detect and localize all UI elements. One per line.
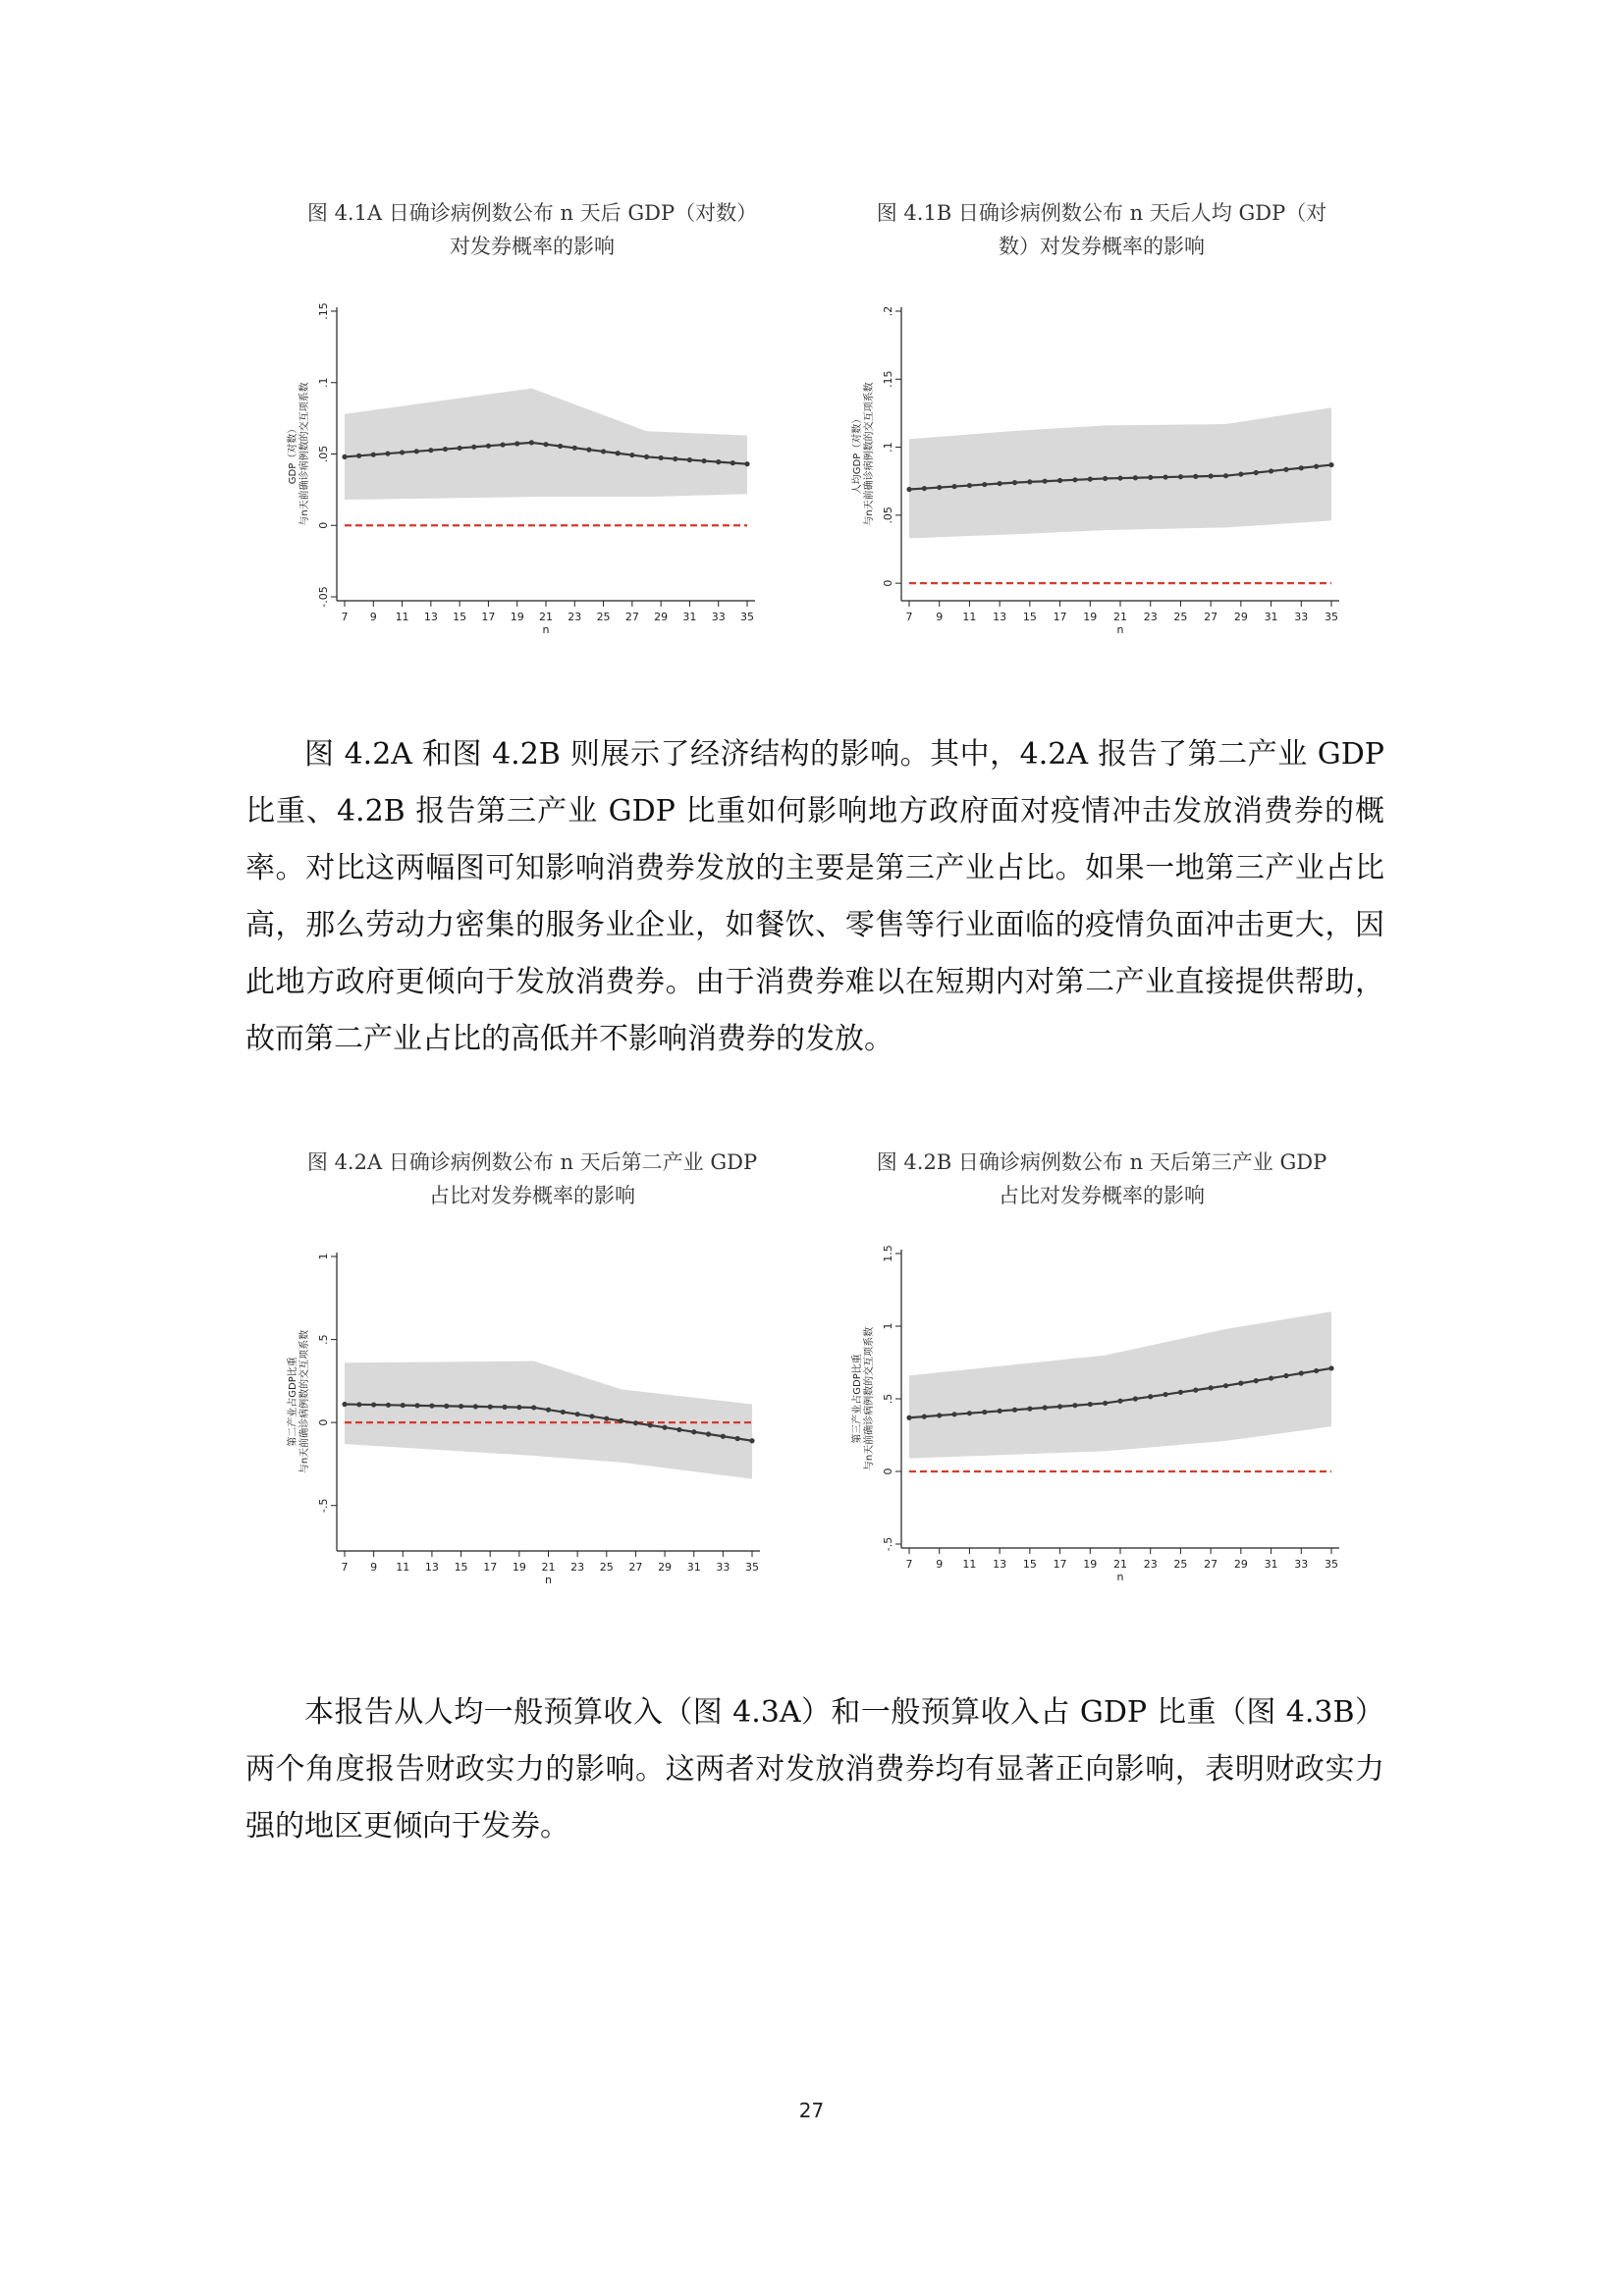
data-point-n8 [356, 454, 361, 458]
x-tick-label: 33 [1294, 611, 1309, 623]
x-axis-label: n [1116, 1571, 1124, 1583]
data-point-n20 [1103, 1401, 1108, 1406]
y-axis-label-line-2: 与n天前确诊病例数的交互项系数 [864, 382, 875, 526]
x-tick-label: 13 [993, 1558, 1007, 1571]
data-point-n33 [716, 459, 721, 464]
data-point-n25 [601, 449, 606, 454]
data-point-n16 [473, 1404, 478, 1409]
data-point-n30 [676, 1427, 681, 1432]
y-axis-label-line-1: 第二产业占GDP比重 [288, 1357, 298, 1447]
data-point-n28 [648, 1422, 653, 1427]
x-axis-label: n [1116, 623, 1124, 636]
y-tick-label: .15 [882, 370, 894, 389]
data-point-n9 [937, 485, 942, 490]
data-point-n10 [951, 1412, 956, 1416]
x-tick-label: 25 [599, 1561, 614, 1574]
y-tick-label: .15 [317, 302, 330, 320]
data-point-n32 [1283, 1373, 1288, 1378]
data-point-n32 [1283, 467, 1288, 472]
data-point-n35 [1328, 1365, 1333, 1370]
x-tick-label: 21 [539, 611, 553, 623]
x-tick-label: 15 [1022, 1558, 1037, 1571]
data-point-n33 [721, 1434, 726, 1439]
x-tick-label: 31 [686, 1561, 701, 1574]
data-point-n20 [529, 440, 534, 445]
data-point-n23 [1148, 1394, 1153, 1399]
data-point-n29 [1238, 471, 1243, 476]
data-point-n13 [998, 481, 1002, 486]
x-tick-label: 27 [628, 1561, 643, 1574]
y-axis-label-line-1: GDP（对数） [288, 423, 298, 485]
data-point-n8 [922, 486, 927, 491]
data-point-n23 [575, 1412, 580, 1416]
data-point-n17 [486, 444, 491, 449]
x-tick-label: 33 [711, 611, 726, 623]
data-point-n29 [1238, 1381, 1243, 1386]
x-tick-label: 29 [1233, 611, 1248, 623]
data-point-n21 [546, 1408, 551, 1413]
chart-svg-fig-4-1b [844, 299, 1345, 658]
x-tick-label: 15 [1022, 611, 1037, 623]
data-point-n31 [687, 457, 692, 462]
data-point-n8 [922, 1415, 927, 1419]
data-point-n19 [514, 441, 519, 446]
data-point-n30 [1254, 470, 1259, 475]
x-tick-label: 11 [396, 1561, 410, 1574]
data-point-n33 [1299, 465, 1304, 470]
y-tick-label: 1 [882, 1322, 894, 1330]
x-tick-label: 21 [541, 1561, 556, 1574]
y-tick-label: .05 [882, 507, 894, 524]
data-point-n17 [488, 1405, 493, 1410]
y-tick-label: -.05 [317, 586, 330, 608]
x-tick-label: 27 [624, 611, 639, 623]
caption-line-2: 对发券概率的影响 [450, 235, 615, 258]
data-point-n23 [1148, 475, 1153, 480]
data-point-n28 [1223, 1383, 1228, 1388]
data-point-n33 [1299, 1370, 1304, 1375]
caption-fig-4-2a [257, 1146, 807, 1212]
data-point-n15 [1027, 1407, 1032, 1412]
x-tick-label: 29 [654, 611, 669, 623]
data-point-n14 [444, 1404, 449, 1409]
x-tick-label: 11 [962, 611, 977, 623]
caption-line-2: 占比对发券概率的影响 [429, 1184, 635, 1207]
data-point-n31 [1269, 468, 1273, 473]
caption-line-1: 图 4.1B 日确诊病例数公布 n 天后人均 GDP（对 [876, 201, 1327, 225]
data-point-n9 [937, 1413, 942, 1417]
x-tick-label: 25 [596, 611, 611, 623]
y-tick-label: .1 [882, 442, 894, 453]
x-tick-label: 17 [1053, 611, 1067, 623]
y-axis-label-line-1: 第三产业占GDP比重 [852, 1354, 863, 1444]
data-point-n8 [356, 1402, 361, 1407]
data-point-n16 [1043, 479, 1048, 484]
data-point-n35 [1328, 462, 1333, 467]
data-point-n34 [1314, 464, 1319, 469]
caption-line-1: 图 4.1A 日确诊病例数公布 n 天后 GDP（对数） [306, 201, 758, 225]
data-point-n18 [1072, 477, 1077, 482]
data-point-n32 [701, 458, 706, 463]
data-point-n14 [1012, 480, 1017, 485]
data-point-n27 [629, 453, 634, 457]
data-point-n21 [543, 442, 548, 447]
data-point-n10 [385, 451, 390, 455]
x-axis-label: n [545, 1574, 552, 1586]
data-point-n34 [1314, 1368, 1319, 1373]
x-tick-label: 15 [453, 611, 467, 623]
data-point-n13 [428, 448, 433, 453]
x-tick-label: 23 [1143, 611, 1158, 623]
data-point-n10 [386, 1403, 391, 1408]
data-point-n35 [744, 461, 749, 466]
x-tick-label: 19 [510, 611, 524, 623]
data-point-n25 [1178, 1390, 1183, 1395]
x-tick-label: 13 [423, 611, 438, 623]
x-tick-label: 29 [658, 1561, 673, 1574]
data-point-n10 [951, 484, 956, 489]
data-point-n24 [589, 1414, 594, 1418]
x-tick-label: 7 [341, 1561, 349, 1574]
data-point-n14 [1012, 1408, 1017, 1413]
data-point-n7 [906, 1415, 911, 1420]
data-point-n29 [662, 1425, 667, 1430]
x-tick-label: 25 [1173, 611, 1188, 623]
x-tick-label: 29 [1233, 1558, 1248, 1571]
y-tick-label: .2 [882, 305, 894, 317]
y-tick-label: .05 [317, 445, 330, 463]
caption-fig-4-1a [257, 196, 807, 263]
x-tick-label: 9 [370, 1561, 378, 1574]
chart-fig-4-1a [280, 299, 761, 658]
y-tick-label: .1 [317, 377, 330, 388]
data-point-n22 [1133, 475, 1138, 480]
x-tick-label: 7 [905, 1558, 913, 1571]
x-tick-label: 9 [369, 611, 377, 623]
data-point-n13 [998, 1409, 1002, 1414]
data-point-n13 [429, 1403, 434, 1408]
data-point-n34 [735, 1436, 740, 1441]
x-tick-label: 35 [745, 1561, 759, 1574]
data-point-n28 [644, 454, 649, 459]
x-tick-label: 7 [341, 611, 349, 623]
chart-svg-fig-4-1a [280, 299, 761, 658]
data-point-n7 [342, 454, 347, 459]
x-tick-label: 21 [1113, 611, 1127, 623]
data-point-n7 [906, 487, 911, 492]
x-tick-label: 13 [993, 611, 1007, 623]
page-number: 27 [798, 2099, 825, 2122]
data-point-n30 [673, 456, 677, 461]
data-point-n16 [471, 445, 476, 450]
x-axis-label: n [542, 623, 550, 636]
x-tick-label: 7 [905, 611, 913, 623]
x-tick-label: 35 [1325, 1558, 1338, 1571]
x-tick-label: 17 [481, 611, 496, 623]
data-point-n17 [1057, 478, 1062, 483]
data-point-n7 [342, 1402, 347, 1407]
data-point-n18 [500, 442, 505, 447]
data-point-n23 [572, 446, 577, 451]
x-tick-label: 35 [1325, 611, 1338, 623]
data-point-n27 [1209, 473, 1214, 478]
data-point-n32 [706, 1431, 711, 1436]
x-tick-label: 33 [716, 1561, 730, 1574]
y-tick-label: 0 [882, 579, 894, 587]
x-tick-label: 17 [483, 1561, 498, 1574]
caption-line-1: 图 4.2B 日确诊病例数公布 n 天后第三产业 GDP [876, 1150, 1327, 1174]
data-point-n15 [459, 1404, 463, 1409]
x-tick-label: 17 [1053, 1558, 1067, 1571]
data-point-n35 [749, 1438, 754, 1443]
x-tick-label: 19 [1083, 1558, 1098, 1571]
data-point-n21 [1117, 1399, 1122, 1404]
caption-line-2: 数）对发券概率的影响 [999, 235, 1205, 258]
data-point-n19 [1088, 1402, 1093, 1407]
data-point-n20 [1103, 476, 1108, 481]
data-point-n14 [443, 447, 448, 452]
x-tick-label: 27 [1204, 611, 1218, 623]
chart-fig-4-2a [280, 1245, 766, 1608]
x-tick-label: 23 [568, 611, 582, 623]
x-tick-label: 25 [1173, 1558, 1188, 1571]
chart-svg-fig-4-2a [280, 1245, 766, 1608]
x-tick-label: 31 [682, 611, 697, 623]
body-paragraph-2 [245, 1684, 1384, 1855]
data-point-n19 [1088, 477, 1093, 482]
y-tick-label: .5 [882, 1393, 894, 1405]
data-point-n24 [1163, 474, 1167, 479]
x-tick-label: 27 [1204, 1558, 1218, 1571]
data-point-n15 [1027, 479, 1032, 484]
y-tick-label: .5 [317, 1334, 330, 1345]
x-tick-label: 15 [454, 1561, 468, 1574]
y-axis-label-line-1: 人均GDP（对数） [852, 413, 863, 495]
caption-fig-4-1b [827, 196, 1377, 263]
data-point-n24 [1163, 1392, 1167, 1397]
x-tick-label: 33 [1294, 1558, 1309, 1571]
y-axis-label-line-2: 与n天前确诊病例数的交互项系数 [299, 1329, 310, 1474]
data-point-n11 [400, 450, 405, 454]
x-tick-label: 19 [512, 1561, 526, 1574]
x-tick-label: 31 [1264, 611, 1278, 623]
x-tick-label: 11 [395, 611, 409, 623]
data-point-n28 [1223, 473, 1228, 478]
caption-line-1: 图 4.2A 日确诊病例数公布 n 天后第二产业 GDP [306, 1150, 758, 1174]
data-point-n30 [1254, 1378, 1259, 1383]
data-point-n24 [586, 448, 591, 453]
data-point-n26 [1193, 474, 1198, 479]
data-point-n9 [371, 1402, 376, 1407]
data-point-n20 [531, 1405, 536, 1410]
data-point-n19 [516, 1405, 521, 1410]
data-point-n25 [604, 1416, 609, 1421]
data-point-n26 [1193, 1388, 1198, 1393]
data-point-n11 [967, 1411, 972, 1415]
x-tick-label: 11 [962, 1558, 977, 1571]
data-point-n22 [558, 444, 563, 449]
x-tick-label: 9 [936, 611, 944, 623]
x-tick-label: 23 [1143, 1558, 1158, 1571]
data-point-n11 [967, 483, 972, 488]
data-point-n25 [1178, 474, 1183, 479]
data-point-n16 [1043, 1405, 1048, 1410]
paragraph-text: 图 4.2A 和图 4.2B 则展示了经济结构的影响。其中，4.2A 报告了第二产业 GDP 比重、4.2B 报告第三产业 GDP 比重如何影响地方政府面对疫情冲击发放消费券的概率。对比这两幅图可知影响消费券发放的主要是第三产业占比。如果一地第三产业占比高，那么劳动力密集的服务业企业，如餐饮、零售等行业面临的疫情负面冲击更大，因此地方政府更倾向于发放消费券。由于消费券难以在短期内对第二产业直接提供帮助，故而第二产业占比的高低并不影响消费券的发放。 [245, 737, 1384, 1056]
paragraph-text: 本报告从人均一般预算收入（图 4.3A）和一般预算收入占 GDP 比重（图 4.3B）两个角度报告财政实力的影响。这两者对发放消费券均有显著正向影响，表明财政实力强的地区更倾向于发券。 [245, 1695, 1384, 1843]
data-point-n12 [982, 482, 987, 487]
data-point-n22 [561, 1410, 566, 1415]
data-point-n15 [458, 446, 462, 451]
y-tick-label: 0 [317, 521, 330, 529]
x-tick-label: 23 [570, 1561, 585, 1574]
data-point-n21 [1117, 475, 1122, 480]
y-axis-label-line-2: 与n天前确诊病例数的交互项系数 [299, 382, 310, 526]
data-point-n22 [1133, 1396, 1138, 1401]
x-tick-label: 9 [936, 1558, 944, 1571]
data-point-n31 [1269, 1375, 1273, 1380]
y-tick-label: -.5 [317, 1498, 330, 1513]
x-tick-label: 35 [740, 611, 754, 623]
y-tick-label: 0 [882, 1468, 894, 1475]
data-point-n12 [414, 449, 419, 454]
data-point-n12 [982, 1410, 987, 1415]
y-tick-label: 1 [317, 1253, 330, 1260]
data-point-n34 [730, 460, 735, 465]
x-tick-label: 31 [1264, 1558, 1278, 1571]
body-paragraph-1 [245, 726, 1384, 1068]
data-point-n12 [415, 1403, 420, 1408]
data-point-n27 [1209, 1385, 1214, 1390]
data-point-n18 [1072, 1403, 1077, 1408]
data-point-n29 [659, 455, 664, 460]
chart-fig-4-1b [844, 299, 1345, 658]
y-axis-label-line-2: 与n天前确诊病例数的交互项系数 [864, 1326, 875, 1471]
caption-fig-4-2b [827, 1146, 1377, 1212]
data-point-n17 [1057, 1404, 1062, 1409]
data-point-n9 [371, 453, 376, 457]
y-tick-label: -.5 [882, 1536, 894, 1552]
chart-svg-fig-4-2b [844, 1242, 1345, 1605]
x-tick-label: 21 [1113, 1558, 1127, 1571]
data-point-n31 [691, 1429, 696, 1434]
data-point-n18 [502, 1405, 507, 1410]
y-tick-label: 1.5 [882, 1245, 894, 1262]
data-point-n26 [619, 1418, 623, 1423]
y-tick-label: 0 [317, 1418, 330, 1426]
data-point-n26 [616, 451, 621, 455]
data-point-n27 [633, 1420, 638, 1425]
caption-line-2: 占比对发券概率的影响 [999, 1184, 1205, 1207]
x-tick-label: 19 [1083, 611, 1098, 623]
chart-fig-4-2b [844, 1242, 1345, 1605]
x-tick-label: 13 [424, 1561, 439, 1574]
data-point-n11 [401, 1403, 406, 1408]
